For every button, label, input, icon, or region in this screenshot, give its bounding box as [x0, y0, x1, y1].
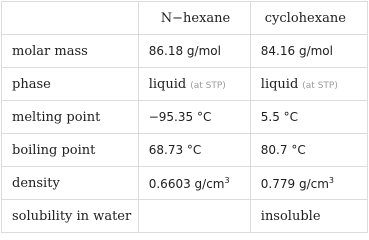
density-value: 0.6603 g/cm: [148, 176, 225, 191]
value-cell: 80.7 °C: [250, 134, 367, 167]
row-label: density: [2, 167, 139, 200]
row-label: molar mass: [2, 35, 139, 68]
value-cell: −95.35 °C: [138, 101, 250, 134]
value-cell: 86.18 g/mol: [138, 35, 250, 68]
value-cell: [250, 167, 367, 200]
table-row-melting-point: [2, 101, 368, 134]
row-label: solubility in water: [2, 200, 139, 233]
value-cell: [138, 68, 250, 101]
value-cell: [250, 68, 367, 101]
column-header-n-hexane: N−hexane: [138, 2, 250, 35]
table-row-molar-mass: [2, 35, 368, 68]
row-label: melting point: [2, 101, 139, 134]
value-cell: [138, 167, 250, 200]
value-cell: 5.5 °C: [250, 101, 367, 134]
column-header-cyclohexane: cyclohexane: [250, 2, 367, 35]
phase-value: liquid: [148, 77, 187, 92]
value-cell: [138, 200, 250, 233]
phase-note: (at STP): [190, 81, 226, 91]
row-label: phase: [2, 68, 139, 101]
table-row-solubility: [2, 200, 368, 233]
header-row: [2, 2, 368, 35]
value-cell: 68.73 °C: [138, 134, 250, 167]
density-value: 0.779 g/cm: [260, 176, 329, 191]
table-row-phase: [2, 68, 368, 101]
phase-value: liquid: [260, 77, 299, 92]
corner-cell: [2, 2, 139, 35]
table-row-boiling-point: [2, 134, 368, 167]
density-exponent: 3: [224, 175, 230, 185]
value-cell: 84.16 g/mol: [250, 35, 367, 68]
value-cell: insoluble: [250, 200, 367, 233]
row-label: boiling point: [2, 134, 139, 167]
phase-note: (at STP): [302, 81, 338, 91]
table-row-density: [2, 167, 368, 200]
density-exponent: 3: [328, 175, 334, 185]
properties-table: [1, 1, 368, 233]
